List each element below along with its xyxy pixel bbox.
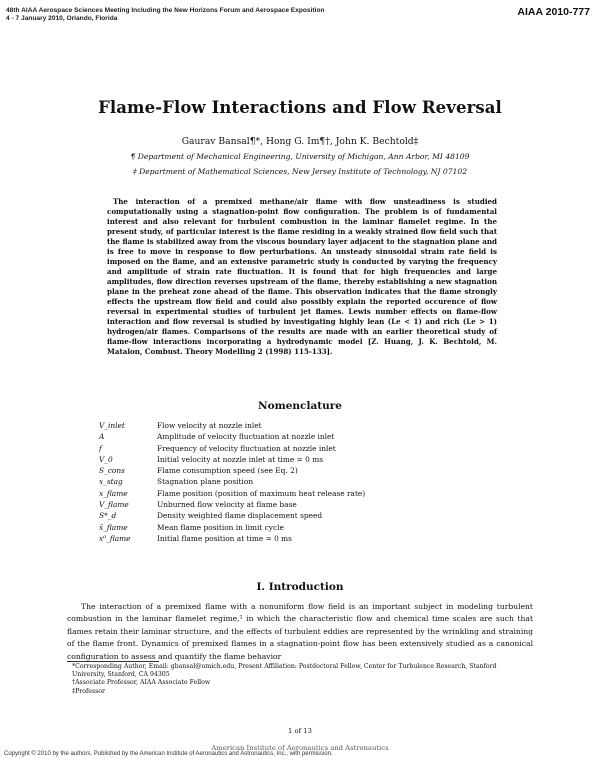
nomenclature-symbol: f [99,443,102,453]
nomenclature-symbol: S_cons [99,466,125,476]
affiliation-1: ¶ Department of Mechanical Engineering, University of Michigan, Ann Arbor, MI 48109 [130,152,470,161]
nomenclature-description: Frequency of velocity fluctuation at nozzle inlet [157,443,336,453]
footnote-professor: ‡Professor [72,687,105,695]
nomenclature-description: Mean flame position in limit cycle [157,522,284,532]
conference-name: 48th AIAA Aerospace Sciences Meeting Including the New Horizons Forum and Aerospace Exposition [6,7,325,14]
nomenclature-item [99,499,365,510]
nomenclature-description: Flame position (position of maximum heat release rate) [157,488,366,498]
footnote-associate-professor: †Associate Professor, AIAA Associate Fellow [72,679,211,687]
nomenclature-symbol: V_flame [99,500,129,510]
introduction-paragraph: The interaction of a premixed flame with a nonuniform flow field is an important subject in modeling turbulent combustion in the laminar flamelet regime,¹ in which the characteristic flow and chemical time scales are such that flames retain their laminar structure, and the effects of turbulent eddies are represented by the wrinkling and straining of the flame front. Dynamics of premixed flames in a stagnation-point flow has been extensively studied as a canonical configuration to assess and quantify the flame behavior [67,602,533,661]
nomenclature-description: Initial flame position at time = 0 ms [157,533,292,543]
paper-number: AIAA 2010-777 [517,6,590,18]
nomenclature-heading: Nomenclature [258,400,342,412]
publisher-footer: American Institute of Aeronautics and Astronautics [211,744,389,752]
nomenclature-symbol: x̄_flame [99,522,128,532]
nomenclature-symbol: V_0 [99,454,113,464]
section-heading-introduction: I. Introduction [256,581,344,593]
nomenclature-description: Unburned flow velocity at flame base [157,500,297,510]
paper-title: Flame-Flow Interactions and Flow Reversal [98,98,502,117]
nomenclature-symbol: x_stag [99,477,123,487]
nomenclature-description: Amplitude of velocity fluctuation at nozzle inlet [157,432,335,442]
nomenclature-description: Initial velocity at nozzle inlet at time = 0 ms [157,454,324,464]
abstract: The interaction of a premixed methane/air flame with flow unsteadiness is studied computationally using a stagnation-point flow configuration. The problem is of fundamental interest and also relevant for turbulent combustion in the laminar flamelet regime. In the present study, of particular interest is the flame residing in a weakly strained flow field such that the flame is stabilized away from the viscous boundary layer adjacent to the stagnation plane and is free to move in response to flow perturbations. An unsteady sinusoidal strain rate field is imposed on the flame, and an extensive parametric study is conducted by varying the frequency and amplitude of strain rate fluctuation. It is found that for high frequencies and large amplitudes, flow direction reverses upstream of the flame, thereby establishing a new stagnation plane in the preheat zone ahead of the flame. This observation indicates that the flame strongly effects the upstream flow field and could also possibly explain the reported occurence of flow reversal in experimental studies of turbulent jet flames. Lewis number effects on flame-flow interaction and flow reversal is studied by investigating highly lean (Le < 1) and rich (Le > 1) hydrogen/air flames. Comparisons of the results are made with an earlier theoretical study of flame-flow interactions incorporating a hydrodynamic model [Z. Huang, J. K. Bechtold, M. Matalon, Combust. Theory Modelling 2 (1998) 115-133]. [107,197,497,356]
footnote-divider [67,661,159,662]
footnotes [72,663,532,696]
nomenclature-symbol: x⁰_flame [99,533,131,543]
nomenclature-symbol: x_flame [99,488,128,498]
nomenclature-item [99,420,365,431]
copyright-notice: Copyright © 2010 by the authors. Published by the American Institute of Aeronautics and Astronautics, Inc., with permission. [4,751,333,757]
footnote-corresponding-author: *Corresponding Author, Email: gbansal@umich.edu, Present Affiliation: Postdoctoral Fellow, Center for Turbulence Research, Stanford University, Stanford, CA 94305 [72,663,497,679]
nomenclature-item [99,476,365,487]
nomenclature-description: Density weighted flame displacement speed [157,511,323,521]
nomenclature-item [99,465,365,476]
nomenclature-description: Flame consumption speed (see Eq. 2) [157,466,298,476]
nomenclature-symbol: A [99,432,105,442]
nomenclature-item [99,510,365,521]
nomenclature-description: Stagnation plane position [157,477,254,487]
nomenclature-item [99,522,365,533]
nomenclature-symbol: V_inlet [99,421,125,430]
nomenclature-item [99,488,365,499]
nomenclature-list [99,420,365,544]
nomenclature-item [99,454,365,465]
nomenclature-symbol: S*_d [99,511,117,521]
nomenclature-item [99,443,365,454]
nomenclature-item [99,533,365,544]
affiliation-2: ‡ Department of Mathematical Sciences, New Jersey Institute of Technology, NJ 07102 [132,167,468,176]
nomenclature-item [99,431,365,442]
conference-date-location: 4 - 7 January 2010, Orlando, Florida [6,15,118,22]
page-number: 1 of 13 [288,727,312,735]
author-list: Gaurav Bansal¶*, Hong G. Im¶†, John K. Bechtold‡ [181,136,419,147]
nomenclature-description: Flow velocity at nozzle inlet [157,421,262,430]
